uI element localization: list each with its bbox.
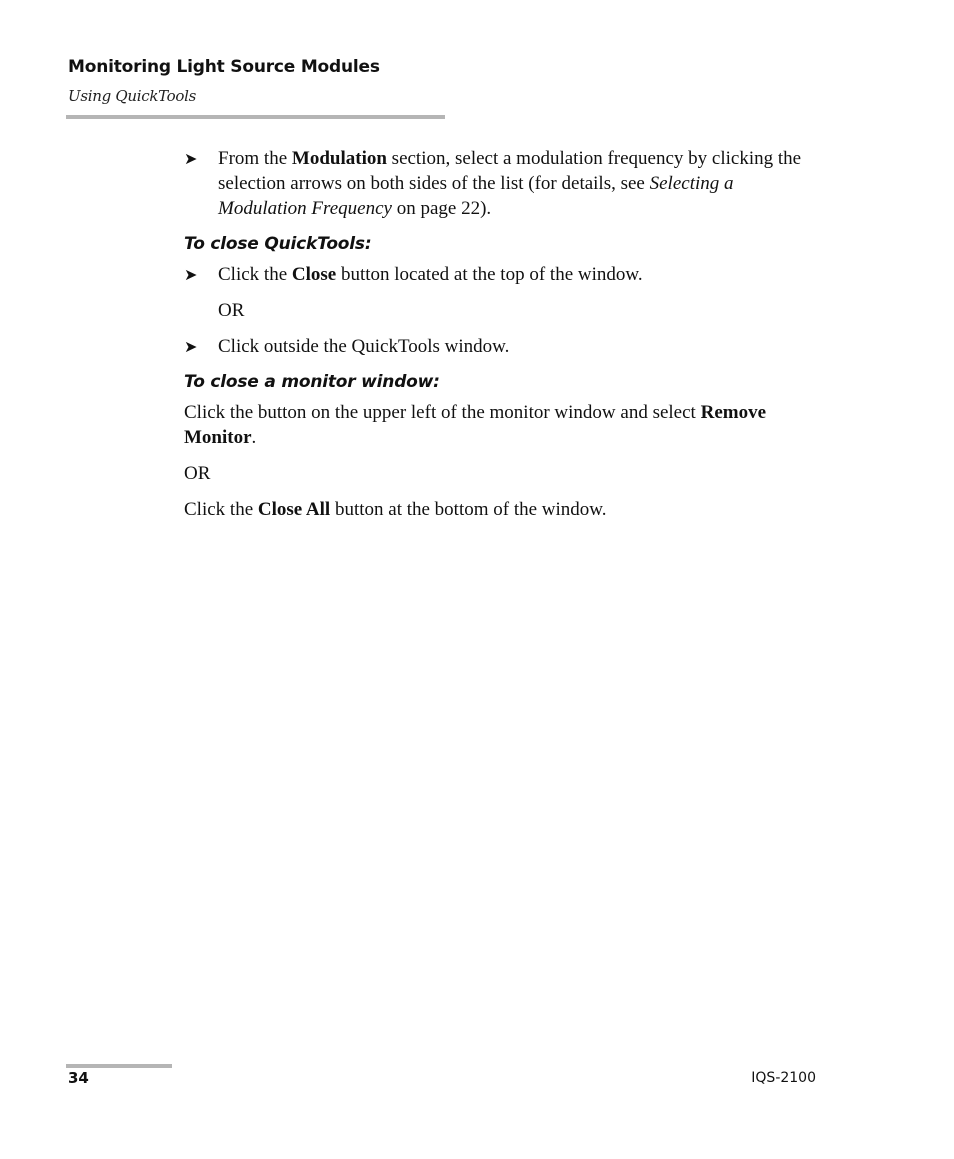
- footer-divider: [66, 1064, 172, 1068]
- bullet-arrow-icon: ➤: [184, 149, 198, 168]
- modulation-term: Modulation: [291, 148, 387, 169]
- close-quicktools-step-2-text: Click outside the QuickTools window.: [218, 336, 510, 357]
- header-divider: [66, 115, 445, 119]
- close-quicktools-or: OR: [218, 300, 245, 321]
- close-monitor-paragraph-2: Click the Close All button at the bottom of the window.: [184, 499, 607, 520]
- close-all-term: Close All: [257, 499, 331, 520]
- close-monitor-heading: To close a monitor window:: [184, 372, 440, 392]
- product-name: IQS-2100: [751, 1070, 816, 1086]
- close-monitor-or: OR: [184, 463, 211, 484]
- close-monitor-paragraph-1: Click the button on the upper left of the monitor window and select Remove Monitor.: [184, 402, 767, 448]
- chapter-title: Monitoring Light Source Modules: [68, 57, 380, 77]
- section-subtitle: Using QuickTools: [68, 87, 197, 105]
- modulation-step-text: From the Modulation section, select a modulation frequency by clicking the selection arrows on both sides of the list (for details, see Selecting a Modulation Frequency on page 22).: [218, 148, 802, 219]
- modulation-step: [184, 146, 804, 221]
- close-button-term: Close: [291, 264, 337, 285]
- bullet-arrow-icon: ➤: [184, 265, 198, 284]
- bullet-arrow-icon: ➤: [184, 337, 198, 356]
- modulation-xref-link[interactable]: Selecting a Modulation Frequency: [218, 173, 734, 219]
- close-quicktools-step-1: [184, 262, 804, 287]
- close-quicktools-step-1-text: Click the Close button located at the top of the window.: [218, 264, 643, 285]
- remove-monitor-term: Remove Monitor: [184, 402, 767, 448]
- close-quicktools-step-2: [184, 334, 804, 359]
- page-number: 34: [68, 1069, 89, 1087]
- close-quicktools-heading: To close QuickTools:: [184, 234, 372, 254]
